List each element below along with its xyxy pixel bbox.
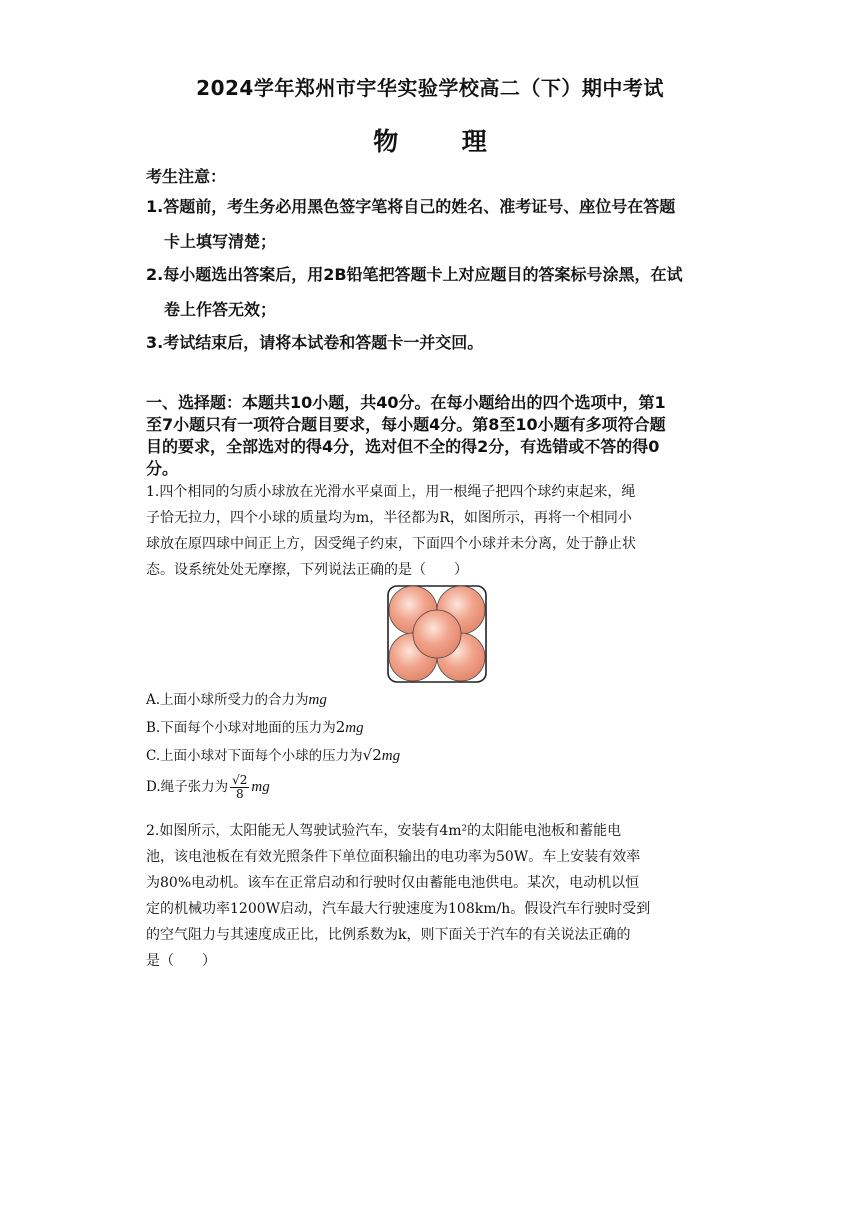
question-2-stem	[146, 818, 726, 974]
exam-title: 2024学年郑州市宇华实验学校高二（下）期中考试	[196, 76, 664, 100]
option-text: A.上面小球所受力的合力为	[146, 692, 309, 708]
option-math: mg	[345, 720, 364, 736]
section-line: 一、选择题：本题共10小题，共40分。在每小题给出的四个选项中，第1	[146, 393, 666, 412]
notice-item-cont: 卷上作答无效；	[164, 300, 277, 319]
option-d	[146, 774, 270, 801]
question-line: 是（ ）	[146, 953, 216, 969]
question-line: 1.四个相同的匀质小球放在光滑水平桌面上，用一根绳子把四个球约束起来，绳	[146, 484, 636, 500]
notice-heading: 考生注意：	[146, 167, 227, 186]
notice-item-cont: 卡上填写清楚；	[164, 232, 277, 251]
fraction-numerator: √2	[232, 773, 248, 787]
subject-title	[0, 122, 860, 158]
option-text: B.下面每个小球对地面的压力为	[146, 720, 336, 736]
option-math: mg	[308, 692, 327, 708]
question-line: 态。设系统处处无摩擦，下列说法正确的是（ ）	[146, 562, 468, 578]
option-fraction	[230, 774, 249, 801]
option-text: C.上面小球对下面每个小球的压力为	[146, 748, 363, 764]
question-line: 2.如图所示，太阳能无人驾驶试验汽车，安装有4m²的太阳能电池板和蓄能电	[146, 823, 622, 839]
question-line: 定的机械功率1200W启动，汽车最大行驶速度为108km/h。假设汽车行驶时受到	[146, 901, 651, 917]
notice-item: 1.答题前，考生务必用黑色签字笔将自己的姓名、准考证号、座位号在答题	[146, 197, 676, 216]
option-sqrt: √2	[362, 746, 382, 764]
subject-char: 物	[373, 127, 399, 156]
option-math: mg	[381, 748, 401, 764]
option-coef: 2	[335, 718, 346, 736]
five-balls-figure	[386, 584, 488, 684]
option-math: mg	[251, 779, 270, 795]
notice-item: 2.每小题选出答案后，用2B铅笔把答题卡上对应题目的答案标号涂黑，在试	[146, 265, 683, 284]
section-heading	[146, 392, 726, 480]
subject-char: 理	[461, 127, 487, 156]
section-line: 分。	[146, 459, 179, 478]
option-c	[146, 744, 400, 765]
section-line: 至7小题只有一项符合题目要求，每小题4分。第8至10小题有多项符合题	[146, 415, 666, 434]
upper-ball	[413, 610, 461, 658]
question-line: 池，该电池板在有效光照条件下单位面积输出的电功率为50W。车上安装有效率	[146, 849, 641, 865]
question-line: 为80%电动机。该车在正常启动和行驶时仅由蓄能电池供电。某次，电动机以恒	[146, 875, 640, 891]
option-text: D.绳子张力为	[146, 779, 229, 795]
option-b	[146, 716, 364, 737]
notice-item: 3.考试结束后，请将本试卷和答题卡一并交回。	[146, 333, 484, 352]
fraction-denominator: 8	[235, 787, 244, 801]
section-line: 目的要求，全部选对的得4分，选对但不全的得2分，有选错或不答的得0	[146, 437, 660, 456]
question-line: 球放在原四球中间正上方，因受绳子约束，下面四个小球并未分离，处于静止状	[146, 536, 636, 552]
question-1-stem	[146, 479, 726, 583]
question-line: 的空气阻力与其速度成正比，比例系数为k，则下面关于汽车的有关说法正确的	[146, 927, 631, 943]
option-a	[146, 688, 327, 709]
question-line: 子恰无拉力，四个小球的质量均为m，半径都为R，如图所示，再将一个相同小	[146, 510, 632, 526]
